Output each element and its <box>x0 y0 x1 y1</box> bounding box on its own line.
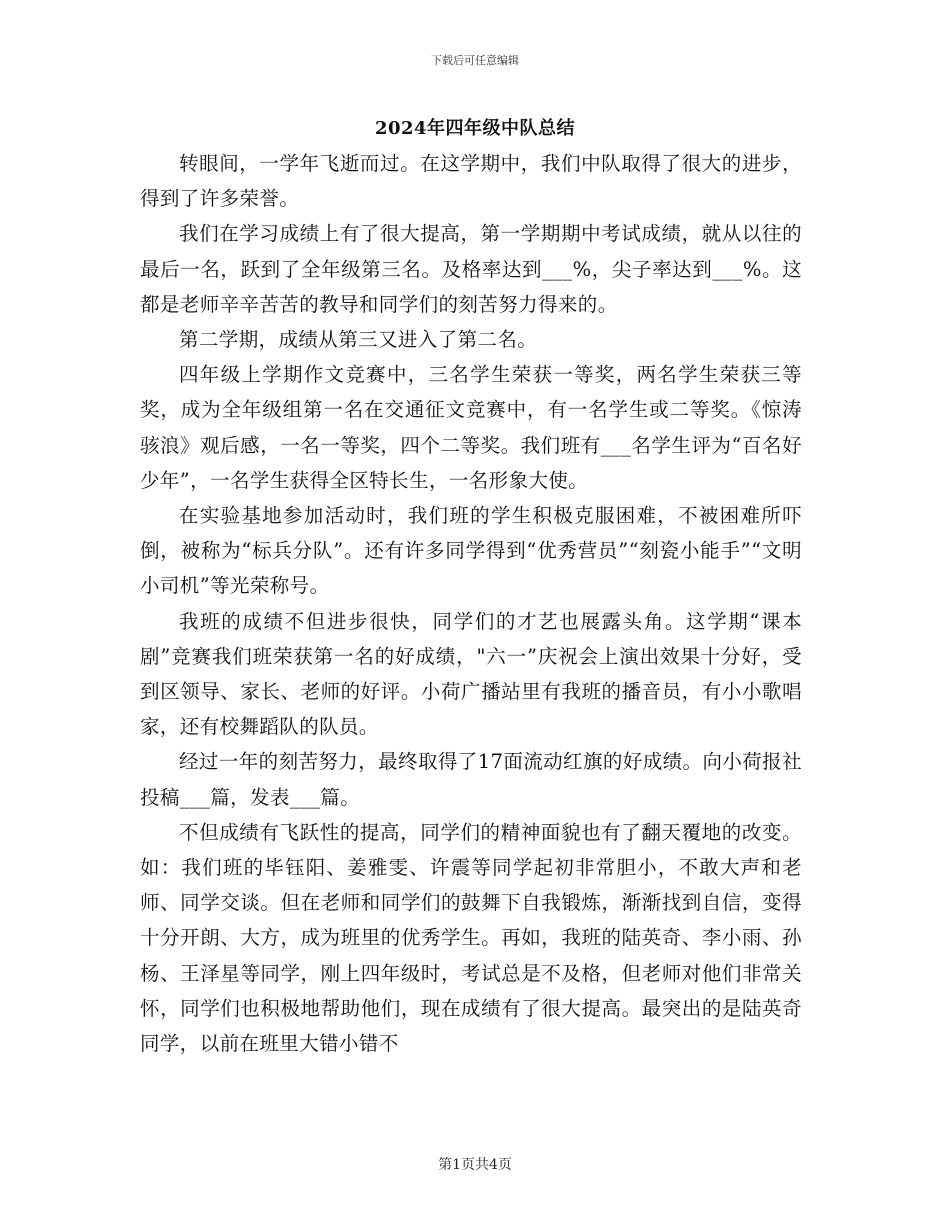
paragraph-1: 转眼间，一学年飞逝而过。在这学期中，我们中队取得了很大的进步，得到了许多荣誉。 <box>140 152 802 211</box>
paragraph-4: 四年级上学期作文竞赛中，三名学生荣获一等奖，两名学生荣获三等奖，成为全年级组第一名在交通征文竞赛中，有一名学生或二等奖。《惊涛骇浪》观后感，一名一等奖，四个二等奖。我们班有___名学生评为“百名好少年”，一名学生获得全区特长生，一名形象大使。 <box>140 363 802 492</box>
paragraph-6: 我班的成绩不但进步很快，同学们的才艺也展露头角。这学期“课本剧”竞赛我们班荣获第一名的好成绩，"六一”庆祝会上演出效果十分好，受到区领导、家长、老师的好评。小荷广播站里有我班的播音员，有小小歌唱家，还有校舞蹈队的队员。 <box>140 609 802 739</box>
paragraph-3: 第二学期，成绩从第三又进入了第二名。 <box>179 328 538 352</box>
page-number: 第1页共4页 <box>438 1157 512 1173</box>
paragraph-5: 在实验基地参加活动时，我们班的学生积极克服困难，不被困难所吓倒，被称为“标兵分队”。还有许多同学得到“优秀营员”“刻瓷小能手”“文明小司机”等光荣称号。 <box>140 504 802 598</box>
document-body <box>140 146 802 1061</box>
paragraph-2: 我们在学习成绩上有了很大提高，第一学期期中考试成绩，就从以往的最后一名，跃到了全年级第三名。及格率达到___%，尖子率达到___%。这都是老师辛辛苦苦的教导和同学们的刻苦努力得来的。 <box>140 222 802 316</box>
document-title: 2024年四年级中队总结 <box>374 118 576 139</box>
page-header-note: 下载后可任意编辑 <box>431 54 519 67</box>
paragraph-8: 不但成绩有飞跃性的提高，同学们的精神面貌也有了翻天覆地的改变。如：我们班的毕钰阳、姜雅雯、许震等同学起初非常胆小，不敢大声和老师、同学交谈。但在老师和同学们的鼓舞下自我锻炼，渐渐找到自信，变得十分开朗、大方，成为班里的优秀学生。再如，我班的陆英奇、李小雨、孙杨、王泽星等同学，刚上四年级时，考试总是不及格，但老师对他们非常关怀，同学们也积极地帮助他们，现在成绩有了很大提高。最突出的是陆英奇同学，以前在班里大错小错不 <box>140 820 802 1056</box>
paragraph-7: 经过一年的刻苦努力，最终取得了17面流动红旗的好成绩。向小荷报社投稿___篇，发表___篇。 <box>140 750 802 809</box>
